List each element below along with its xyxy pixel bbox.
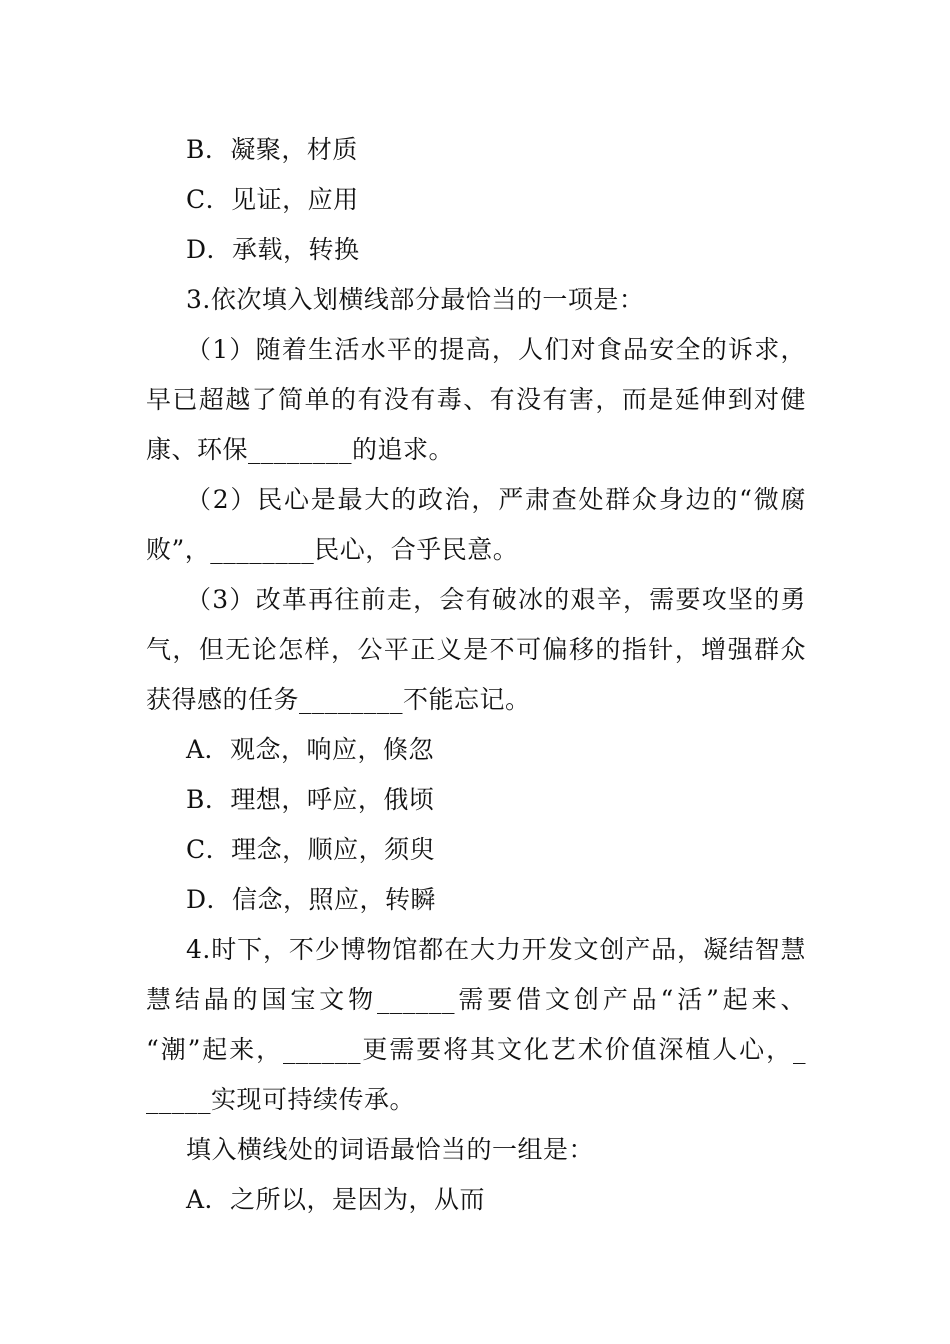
q3-sentence-3-line-1: （3）改革再往前走，会有破冰的艰辛，需要攻坚的勇 [186, 585, 806, 614]
q3-sentence-2-line-1: （2）民心是最大的政治，严肃查处群众身边的“微腐 [186, 485, 806, 514]
q3-sentence-1-line-2: 早已超越了简单的有没有毒、有没有害，而是延伸到对健 [146, 385, 806, 414]
q3-sentence-3-line-3: 获得感的任务________不能忘记。 [146, 685, 531, 714]
question-3-stem: 3.依次填入划横线部分最恰当的一项是： [186, 285, 645, 314]
question-4-line-1: 4.时下，不少博物馆都在大力开发文创产品，凝结智慧 [186, 935, 806, 964]
question-4-line-2: 慧结晶的国宝文物______需要借文创产品“活”起来、 [146, 985, 806, 1014]
option-b-q2: B．凝聚，材质 [186, 135, 358, 164]
q3-sentence-2-line-2: 败”，________民心，合乎民意。 [146, 535, 519, 564]
option-a-q4: A．之所以，是因为，从而 [186, 1185, 486, 1214]
question-4-line-3: “潮”起来，______更需要将其文化艺术价值深植人心，_ [146, 1035, 806, 1064]
option-c-q3: C．理念，顺应，须臾 [186, 835, 436, 864]
question-4-prompt: 填入横线处的词语最恰当的一组是： [186, 1135, 595, 1164]
question-4-line-4: _____实现可持续传承。 [146, 1085, 416, 1114]
option-b-q3: B．理想，呼应，俄顷 [186, 785, 435, 814]
option-d-q3: D．信念，照应，转瞬 [186, 885, 437, 914]
option-d-q2: D．承载，转换 [186, 235, 360, 264]
option-c-q2: C．见证，应用 [186, 185, 359, 214]
q3-sentence-1-line-1: （1）随着生活水平的提高，人们对食品安全的诉求， [186, 335, 806, 364]
q3-sentence-3-line-2: 气，但无论怎样，公平正义是不可偏移的指针，增强群众 [146, 635, 806, 664]
q3-sentence-1-line-3: 康、环保________的追求。 [146, 435, 455, 464]
option-a-q3: A．观念，响应，倏忽 [186, 735, 435, 764]
